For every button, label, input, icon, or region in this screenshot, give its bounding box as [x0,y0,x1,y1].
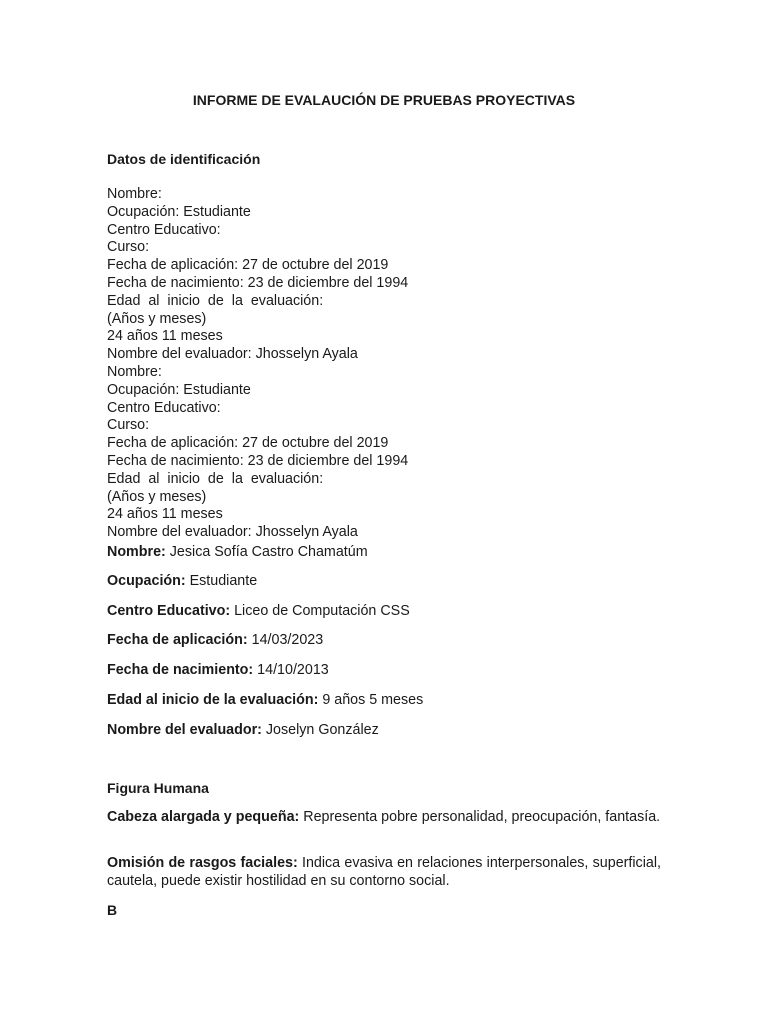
finding-label: Omisión de rasgos faciales: [107,855,298,871]
raw-line: Ocupación: Estudiante [107,381,251,398]
raw-line: 24 años 11 meses [107,506,223,523]
raw-line: (Años y meses) [107,310,207,327]
raw-line: 24 años 11 meses [107,328,223,345]
raw-line: Nombre del evaluador: Jhosselyn Ayala [107,524,358,541]
raw-line: Fecha de aplicación: 27 de octubre del 2019 [107,257,389,274]
raw-line: Nombre del evaluador: Jhosselyn Ayala [107,346,358,363]
trailing-heading: B [107,902,118,918]
finding-text: Representa pobre personalidad, preocupación, fantasía. [303,809,661,825]
field-label: Fecha de nacimiento: [107,662,254,678]
field-label: Edad al inicio de la evaluación: [107,692,319,708]
field-nombre [107,544,368,561]
raw-line: Fecha de nacimiento: 23 de diciembre del 1994 [107,452,409,469]
field-value: 9 años 5 meses [322,692,424,708]
identification-raw-block [107,186,408,542]
raw-line: Edad al inicio de la evaluación: [107,292,324,309]
field-value: Liceo de Computación CSS [234,603,410,619]
field-nombre-evaluador [107,722,379,739]
field-ocupacion [107,573,257,590]
section-heading-identification: Datos de identificación [107,151,261,167]
field-edad-inicio [107,692,423,709]
raw-line: Nombre: [107,186,162,202]
raw-line: Nombre: [107,363,162,380]
field-fecha-nacimiento [107,662,329,679]
field-value: 14/10/2013 [257,662,329,678]
field-label: Fecha de aplicación: [107,632,248,648]
field-label: Nombre: [107,544,166,560]
raw-line: Fecha de nacimiento: 23 de diciembre del 1994 [107,274,409,291]
field-label: Nombre del evaluador: [107,722,262,738]
field-value: Estudiante [189,573,258,589]
field-value: Joselyn González [265,722,379,738]
finding-paragraph [107,809,661,827]
finding-paragraph [107,855,661,890]
finding-text: Indica evasiva en relaciones interpersonales, superficial, cautela, puede existir hostilidad en su contorno social. [107,855,661,889]
document-title: INFORME DE EVALAUCIÓN DE PRUEBAS PROYECTIVAS [192,92,576,108]
raw-line: Ocupación: Estudiante [107,203,251,220]
raw-line: Centro Educativo: [107,221,221,238]
field-fecha-aplicacion [107,632,323,649]
raw-line: (Años y meses) [107,488,207,505]
field-centro-educativo [107,603,410,620]
raw-line: Curso: [107,417,150,434]
raw-line: Centro Educativo: [107,399,221,416]
raw-line: Curso: [107,239,150,256]
field-value: Jesica Sofía Castro Chamatúm [169,544,368,560]
field-label: Centro Educativo: [107,603,231,619]
field-value: 14/03/2023 [251,632,324,648]
finding-label: Cabeza alargada y pequeña: [107,809,300,825]
field-label: Ocupación: [107,573,186,589]
raw-line: Edad al inicio de la evaluación: [107,470,324,487]
raw-line: Fecha de aplicación: 27 de octubre del 2019 [107,435,389,452]
section-heading-figura-humana: Figura Humana [107,780,209,796]
